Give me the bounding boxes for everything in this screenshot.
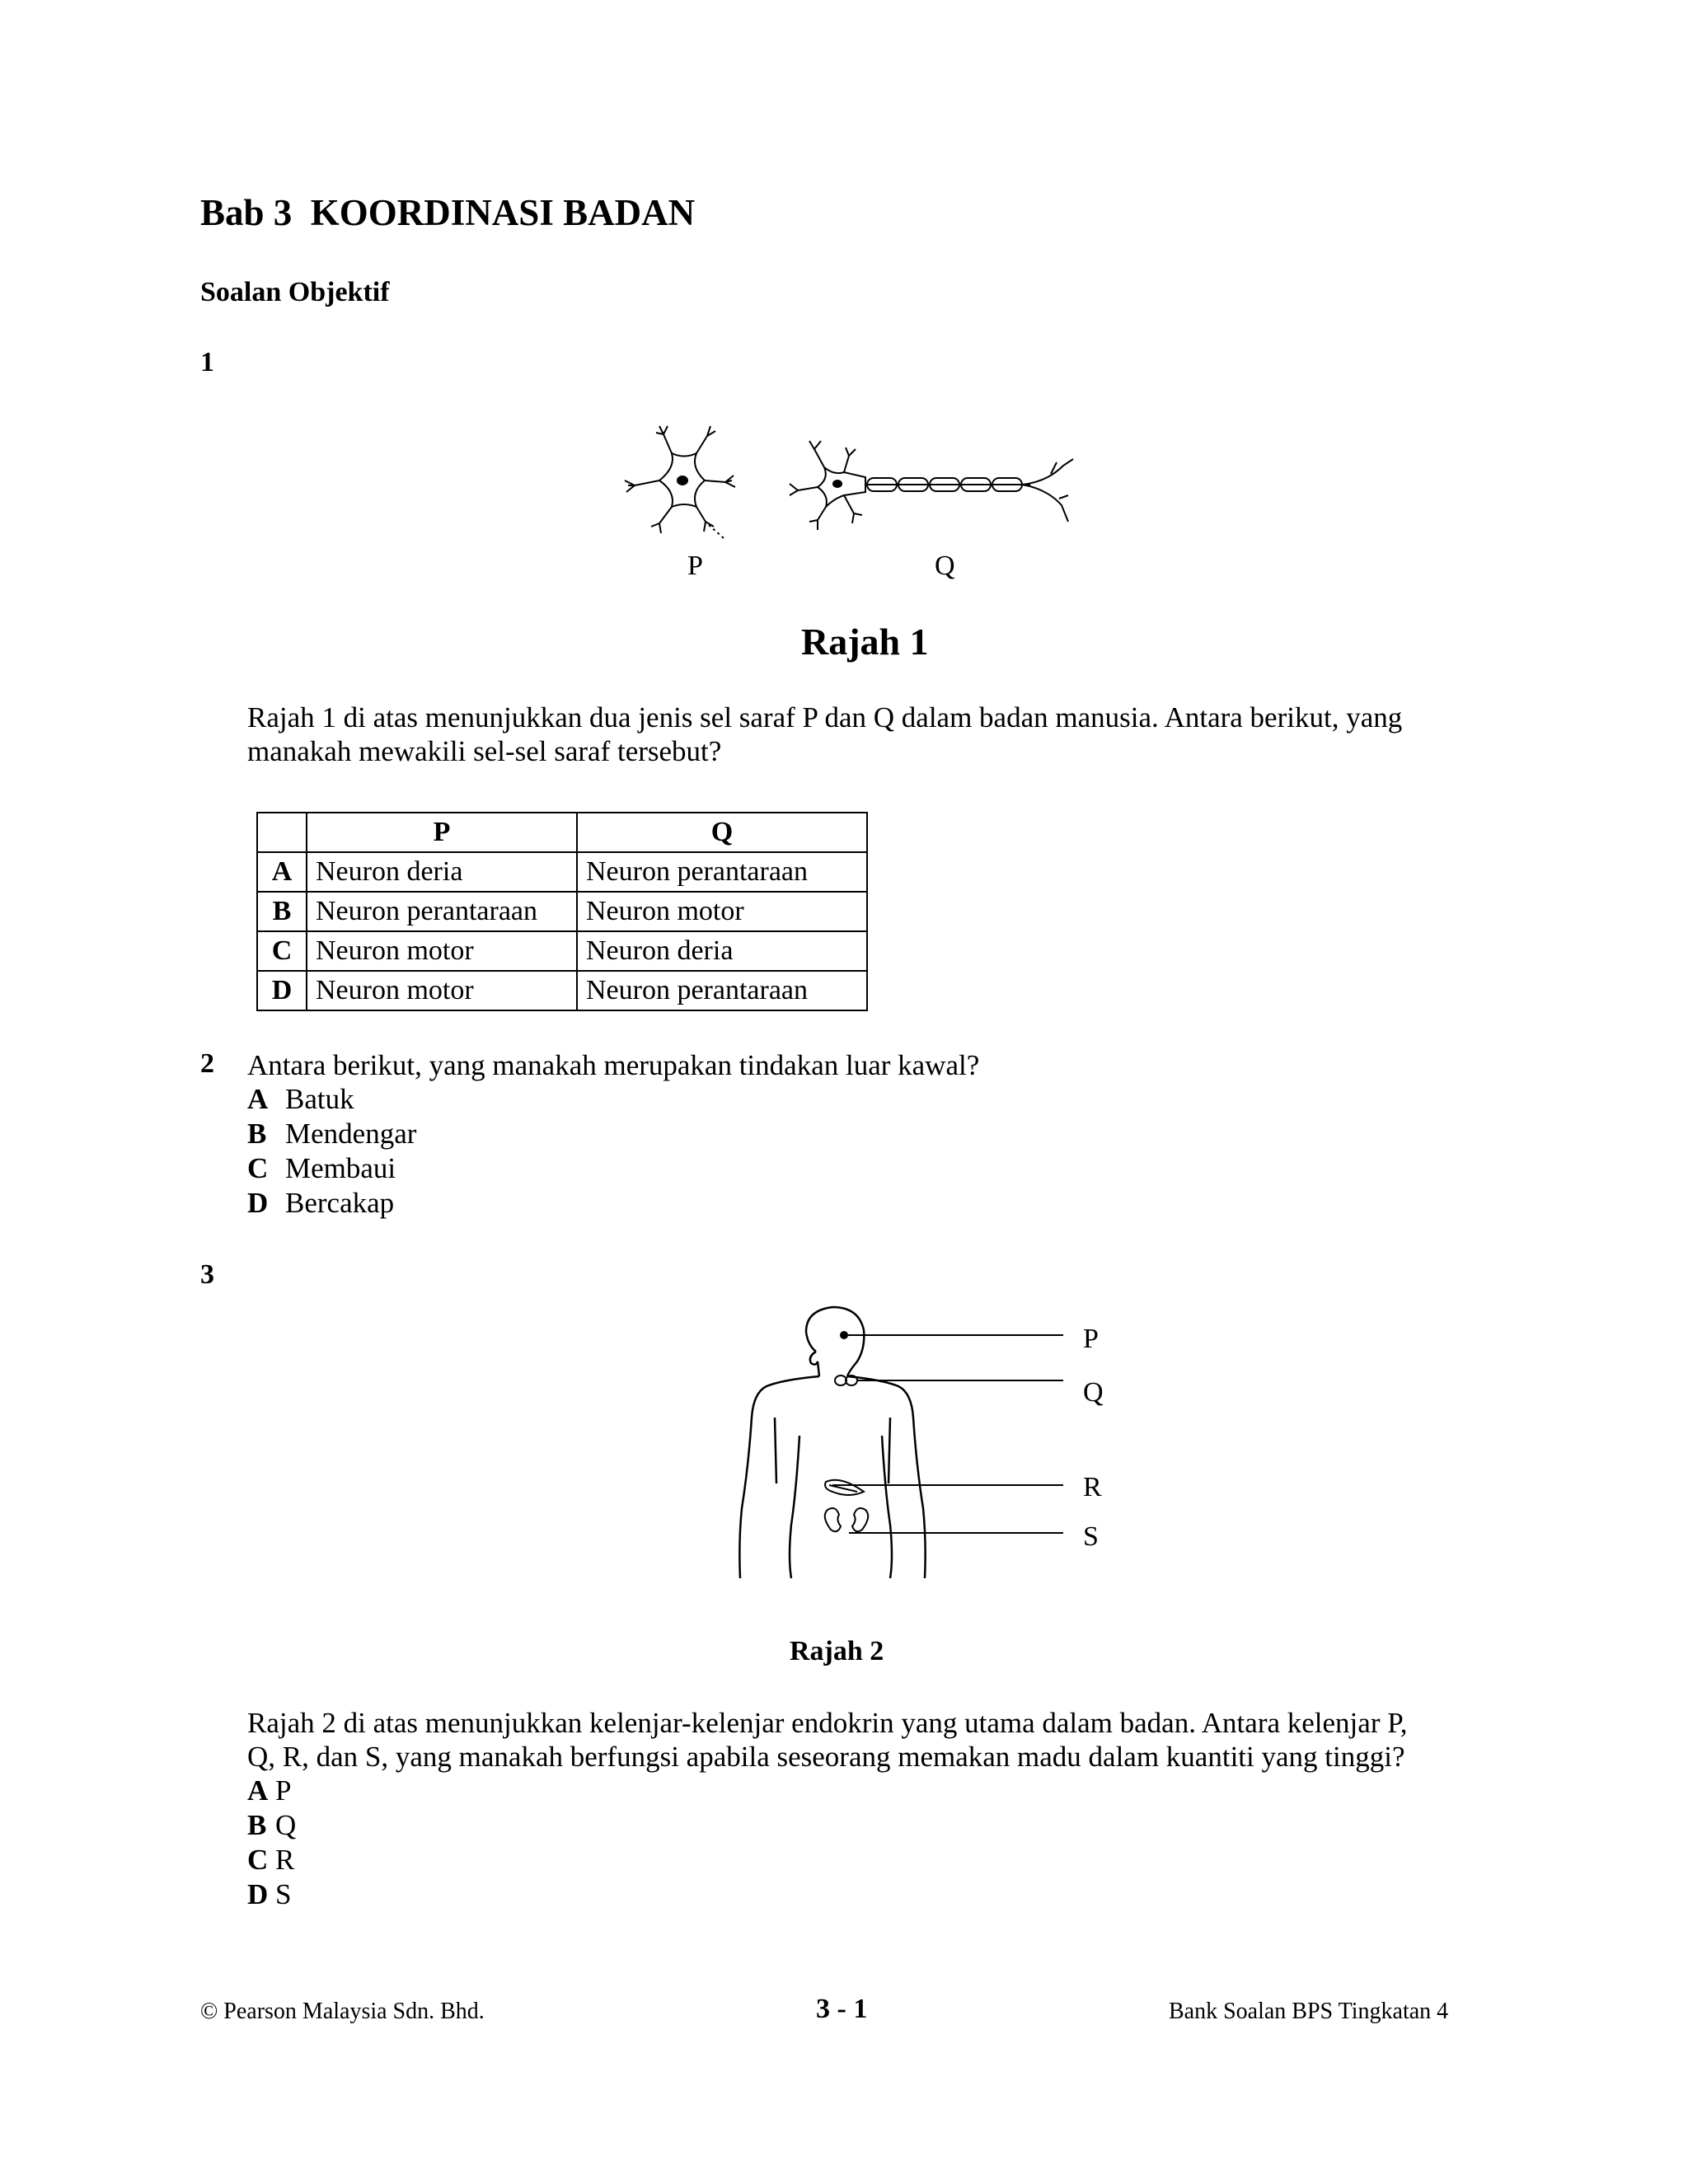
row-p-cell: Neuron motor [307, 931, 577, 971]
question-number-3: 3 [200, 1259, 214, 1290]
table-header-row [257, 813, 867, 852]
table-header-p: P [307, 813, 577, 852]
question-3-options [247, 1774, 296, 1912]
row-key: A [257, 852, 307, 892]
row-key: B [257, 892, 307, 931]
row-q-cell: Neuron perantaraan [577, 971, 867, 1010]
gland-label-s: S [1083, 1521, 1099, 1552]
option-key: C [247, 1844, 269, 1876]
row-q-cell: Neuron perantaraan [577, 852, 867, 892]
endocrine-figure [725, 1294, 1071, 1591]
option-text: Q [275, 1809, 297, 1841]
question-2-options [247, 1082, 416, 1221]
pancreas [825, 1480, 864, 1495]
option-key: B [247, 1118, 267, 1150]
option-a[interactable] [247, 1082, 416, 1117]
option-b[interactable] [247, 1808, 296, 1843]
option-c[interactable] [247, 1843, 296, 1877]
row-p-cell: Neuron perantaraan [307, 892, 577, 931]
table-header-q: Q [577, 813, 867, 852]
gland-label-q: Q [1083, 1377, 1104, 1408]
neuron-q-label: Q [935, 551, 955, 581]
footer-copyright: © Pearson Malaysia Sdn. Bhd. [200, 1999, 485, 2024]
neuron-q-diagram [790, 441, 1073, 530]
option-text: Membaui [285, 1152, 396, 1184]
option-text: Batuk [285, 1083, 354, 1115]
question-number-1: 1 [200, 347, 214, 377]
option-c[interactable] [247, 1151, 416, 1186]
row-key: C [257, 931, 307, 971]
question-1-text-line-1: Rajah 1 di atas menunjukkan dua jenis sel saraf P dan Q dalam badan manusia. Antara berikut, yang [247, 701, 1403, 733]
figure-2-title: Rajah 2 [790, 1636, 884, 1666]
option-a[interactable] [247, 1774, 296, 1808]
option-key: A [247, 1774, 269, 1807]
table-row [257, 892, 867, 931]
table-row [257, 971, 867, 1010]
question-1-text [247, 701, 1500, 768]
answer-table [256, 812, 868, 1011]
row-q-cell: Neuron deria [577, 931, 867, 971]
option-text: Bercakap [285, 1187, 395, 1219]
row-q-cell: Neuron motor [577, 892, 867, 931]
option-text: S [275, 1878, 292, 1910]
neuron-figure [602, 416, 1096, 556]
gland-label-p: P [1083, 1324, 1099, 1354]
row-key: D [257, 971, 307, 1010]
page-number: 3 - 1 [816, 1994, 868, 2024]
section-title: Soalan Objektif [200, 277, 390, 307]
option-key: A [247, 1083, 269, 1115]
table-row [257, 852, 867, 892]
question-3-text [247, 1706, 1500, 1774]
table-row [257, 931, 867, 971]
question-3-text-line-1: Rajah 2 di atas menunjukkan kelenjar-kelenjar endokrin yang utama dalam badan. Antara kelenjar P, [247, 1707, 1408, 1739]
kidneys [825, 1508, 868, 1531]
neuron-p-diagram [625, 426, 735, 538]
row-p-cell: Neuron motor [307, 971, 577, 1010]
option-b[interactable] [247, 1117, 416, 1151]
question-2-text: Antara berikut, yang manakah merupakan tindakan luar kawal? [247, 1049, 980, 1081]
question-3-text-line-2: Q, R, dan S, yang manakah berfungsi apabila seseorang memakan madu dalam kuantiti yang tinggi? [247, 1741, 1405, 1773]
option-key: C [247, 1152, 269, 1184]
figure-1-title: Rajah 1 [801, 621, 929, 663]
option-text: P [275, 1774, 292, 1807]
option-d[interactable] [247, 1186, 416, 1221]
option-key: D [247, 1187, 269, 1219]
footer-book-title: Bank Soalan BPS Tingkatan 4 [1169, 1999, 1449, 2024]
gland-label-r: R [1083, 1472, 1102, 1502]
question-1-text-line-2: manakah mewakili sel-sel saraf tersebut? [247, 735, 722, 767]
option-key: D [247, 1878, 269, 1910]
option-key: B [247, 1809, 267, 1841]
option-text: R [275, 1844, 295, 1876]
label-lines [832, 1335, 1063, 1533]
neuron-p-label: P [687, 551, 703, 581]
chapter-title: Bab 3 KOORDINASI BADAN [200, 192, 696, 233]
human-body-outline [739, 1307, 925, 1578]
question-number-2: 2 [200, 1048, 214, 1079]
row-p-cell: Neuron deria [307, 852, 577, 892]
option-d[interactable] [247, 1877, 296, 1912]
table-header-key [257, 813, 307, 852]
option-text: Mendengar [285, 1118, 417, 1150]
